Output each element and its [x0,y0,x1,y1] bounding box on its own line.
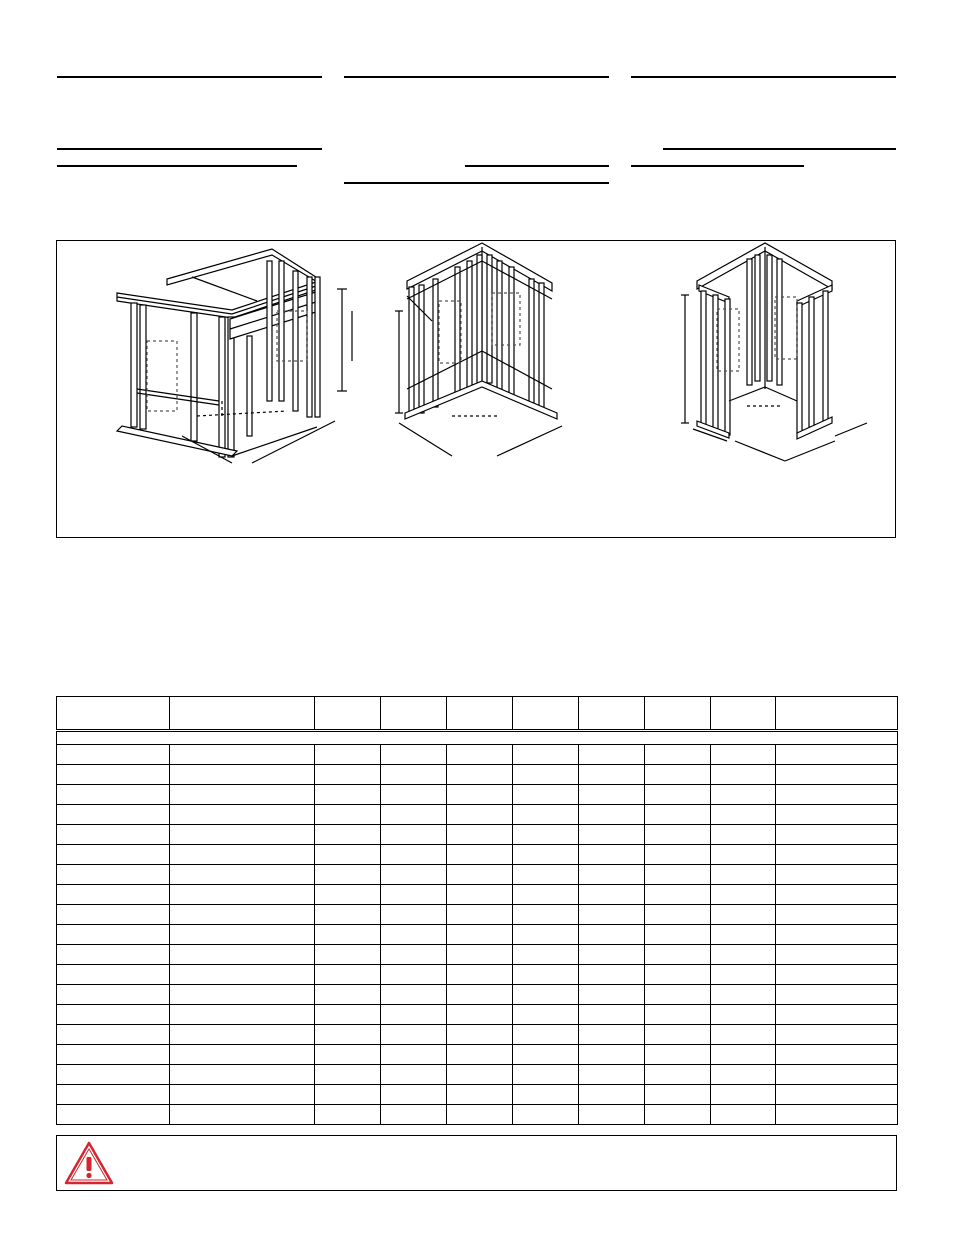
table-cell [447,1025,513,1045]
table-row [57,1025,898,1045]
table-cell [57,905,170,925]
table-cell [513,945,579,965]
table-cell [776,785,898,805]
table-cell [170,845,315,865]
table-cell [645,825,711,845]
table-cell [381,805,447,825]
table-spacer-row [57,731,898,745]
table-cell [513,1005,579,1025]
table-row [57,785,898,805]
table-row [57,865,898,885]
table-cell [57,805,170,825]
table-cell [711,825,776,845]
table-cell [170,765,315,785]
header-cell [57,697,170,731]
table-cell [645,925,711,945]
table-row [57,745,898,765]
table-cell [381,985,447,1005]
table-cell [447,985,513,1005]
table-cell [381,1085,447,1105]
table-cell [513,825,579,845]
table-cell [57,1045,170,1065]
header-cell [645,697,711,731]
table-cell [170,965,315,985]
heading-rule [631,165,804,167]
table-cell [447,925,513,945]
table-cell [447,865,513,885]
table-cell [447,1005,513,1025]
table-cell [579,905,645,925]
table-cell [711,845,776,865]
table-cell [579,1105,645,1125]
alcove-framing [107,241,367,481]
header-cell [513,697,579,731]
table-cell [711,945,776,965]
table-cell [315,805,381,825]
table-row [57,1085,898,1105]
table-cell [513,1065,579,1085]
table-cell [315,985,381,1005]
table-cell [776,965,898,985]
table-row [57,885,898,905]
table-cell [645,1045,711,1065]
table-cell [315,925,381,945]
table-cell [315,845,381,865]
table-cell [57,745,170,765]
table-header-row [57,697,898,731]
table-cell [513,805,579,825]
table-cell [315,865,381,885]
table-cell [381,885,447,905]
table-cell [776,1025,898,1045]
table-cell [170,825,315,845]
table-cell [579,745,645,765]
table-cell [381,945,447,965]
warning-icon [64,1141,114,1185]
table-cell [381,1025,447,1045]
table-cell [57,1085,170,1105]
table-cell [776,945,898,965]
table-row [57,825,898,845]
table-cell [170,885,315,905]
table-row [57,805,898,825]
table-cell [170,1105,315,1125]
table-cell [776,745,898,765]
table-row [57,945,898,965]
table-cell [579,1025,645,1045]
table-cell [57,765,170,785]
table-cell [776,985,898,1005]
table-cell [170,1025,315,1045]
table-cell [381,865,447,885]
table-cell [776,1065,898,1085]
table-cell [513,905,579,925]
table-cell [645,985,711,1005]
table-cell [513,965,579,985]
table-row [57,965,898,985]
neo-angle-framing [667,241,897,481]
header-cell [447,697,513,731]
table-cell [381,1105,447,1125]
table-cell [579,865,645,885]
table-cell [513,785,579,805]
table-cell [57,945,170,965]
heading-rule [631,76,896,78]
table-cell [57,925,170,945]
table-cell [315,1045,381,1065]
table-row [57,925,898,945]
table-cell [381,1065,447,1085]
table-cell [57,865,170,885]
table-cell [447,1065,513,1085]
table-cell [57,1065,170,1085]
table-cell [711,925,776,945]
table-cell [170,905,315,925]
table-cell [513,925,579,945]
table-cell [315,1025,381,1045]
table-cell [711,745,776,765]
table-cell [57,845,170,865]
table-cell [513,1085,579,1105]
corner-framing [387,241,627,481]
dimension-table [56,696,898,1125]
table-cell [579,1065,645,1085]
table-cell [711,905,776,925]
table-cell [315,1005,381,1025]
table-cell [776,1005,898,1025]
table-cell [776,1085,898,1105]
heading-rule [57,165,297,167]
table-cell [711,985,776,1005]
table-cell [579,985,645,1005]
table-row [57,985,898,1005]
table-cell [645,1085,711,1105]
header-cell [170,697,315,731]
table-cell [315,1085,381,1105]
table-cell [381,1005,447,1025]
table-cell [711,785,776,805]
table-cell [513,985,579,1005]
table-cell [315,905,381,925]
table-cell [170,1085,315,1105]
table-cell [711,1045,776,1065]
table-cell [711,765,776,785]
table-cell [57,965,170,985]
table-cell [447,805,513,825]
table-cell [711,965,776,985]
table-cell [579,825,645,845]
table-cell [57,731,898,745]
table-cell [57,1005,170,1025]
table-cell [57,1105,170,1125]
table-cell [447,945,513,965]
table-cell [776,825,898,845]
table-cell [57,1025,170,1045]
table-cell [711,805,776,825]
table-cell [447,745,513,765]
table-row [57,765,898,785]
table-cell [579,965,645,985]
header-cell [776,697,898,731]
table-cell [645,785,711,805]
table-cell [381,905,447,925]
table-cell [513,1045,579,1065]
warning-box [56,1135,897,1191]
table-cell [579,1085,645,1105]
table-cell [645,845,711,865]
table-cell [57,885,170,905]
table-cell [513,765,579,785]
table-cell [711,885,776,905]
table-cell [170,1005,315,1025]
table-cell [315,965,381,985]
table-cell [315,945,381,965]
table-cell [579,1005,645,1025]
table-cell [711,865,776,885]
table-cell [776,1105,898,1125]
table-cell [645,1065,711,1085]
framing-diagram-box [56,240,896,538]
table-cell [645,1105,711,1125]
table-cell [381,765,447,785]
table-cell [711,1065,776,1085]
table-cell [513,1025,579,1045]
table-cell [711,1105,776,1125]
table-cell [315,765,381,785]
table-cell [513,845,579,865]
table-cell [513,865,579,885]
table-cell [447,845,513,865]
table-cell [776,885,898,905]
heading-rule [344,182,609,184]
table-cell [57,985,170,1005]
table-cell [579,925,645,945]
table-cell [711,1005,776,1025]
table-cell [315,745,381,765]
table-cell [447,825,513,845]
header-cell [579,697,645,731]
table-cell [170,785,315,805]
table-row [57,845,898,865]
table-cell [513,1105,579,1125]
table-cell [57,825,170,845]
table-cell [315,825,381,845]
header-cell [315,697,381,731]
table-cell [447,885,513,905]
table-cell [645,945,711,965]
table-cell [447,765,513,785]
table-cell [711,1085,776,1105]
table-row [57,1005,898,1025]
table-cell [57,785,170,805]
table-cell [645,1005,711,1025]
table-cell [579,885,645,905]
table-cell [315,785,381,805]
table-cell [381,825,447,845]
table-cell [645,765,711,785]
table-cell [381,1045,447,1065]
table-cell [645,885,711,905]
header-cell [381,697,447,731]
table-cell [776,905,898,925]
table-row [57,1065,898,1085]
table-cell [579,805,645,825]
table-cell [170,745,315,765]
table-cell [170,985,315,1005]
table-cell [645,965,711,985]
table-cell [776,845,898,865]
table-cell [381,845,447,865]
table-cell [381,745,447,765]
table-row [57,1105,898,1125]
table-cell [579,1045,645,1065]
table-row [57,905,898,925]
table-cell [315,885,381,905]
table-cell [170,1065,315,1085]
heading-rule [663,148,896,150]
table-cell [579,785,645,805]
table-cell [447,1105,513,1125]
table-cell [447,965,513,985]
table-cell [170,1045,315,1065]
table-cell [776,925,898,945]
table-cell [776,805,898,825]
heading-rule [344,76,609,78]
header-cell [711,697,776,731]
table-cell [579,945,645,965]
table-cell [579,765,645,785]
table-cell [447,785,513,805]
table-cell [645,745,711,765]
table-cell [447,1085,513,1105]
table-cell [711,1025,776,1045]
table-cell [579,845,645,865]
table-cell [315,1105,381,1125]
table-cell [315,1065,381,1085]
table-cell [776,1045,898,1065]
heading-rule [57,148,322,150]
table-cell [776,765,898,785]
heading-rule [465,165,609,167]
table-cell [776,865,898,885]
table-cell [447,905,513,925]
table-cell [645,905,711,925]
table-cell [381,925,447,945]
table-cell [513,745,579,765]
table-cell [170,865,315,885]
table-cell [170,805,315,825]
table-cell [645,805,711,825]
table-cell [645,1025,711,1045]
table-cell [381,785,447,805]
table-row [57,1045,898,1065]
table-cell [381,965,447,985]
table-cell [645,865,711,885]
table-cell [170,925,315,945]
table-cell [170,945,315,965]
heading-rule [57,76,322,78]
table-cell [447,1045,513,1065]
table-cell [513,885,579,905]
